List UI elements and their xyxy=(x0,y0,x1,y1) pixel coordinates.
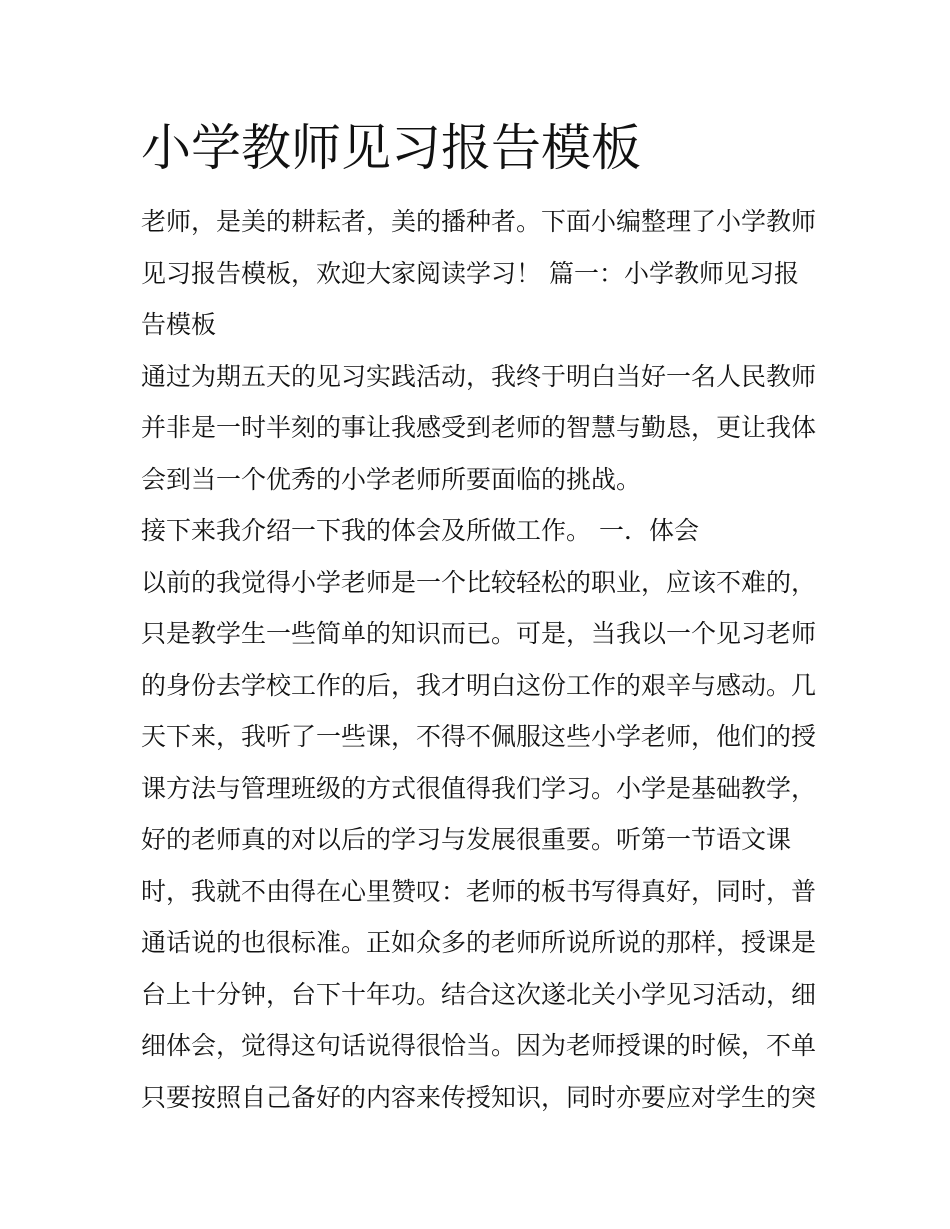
text-line: 接下来我介绍一下我的体会及所做工作。 一．体会 xyxy=(141,516,699,545)
document-body xyxy=(141,196,821,1123)
text-line: 的身份去学校工作的后，我才明白这份工作的艰辛与感动。几 xyxy=(141,670,817,700)
text-line: 会到当一个优秀的小学老师所要面临的挑战。 xyxy=(141,464,642,494)
text-line: 台上十分钟，台下十年功。结合这次遂北关小学见习活动，细 xyxy=(141,979,817,1009)
text-line: 老师，是美的耕耘者，美的播种者。下面小编整理了小学教师 xyxy=(141,207,817,236)
text-line: 并非是一时半刻的事让我感受到老师的智慧与勤恳，更让我体 xyxy=(141,413,817,442)
text-line: 好的老师真的对以后的学习与发展很重要。听第一节语文课 xyxy=(141,825,792,854)
text-line: 时，我就不由得在心里赞叹：老师的板书写得真好，同时，普 xyxy=(141,876,817,906)
text-line: 只是教学生一些简单的知识而已。可是，当我以一个见习老师 xyxy=(141,619,817,648)
text-line: 只要按照自己备好的内容来传授知识，同时亦要应对学生的突 xyxy=(141,1082,817,1112)
text-line: 告模板 xyxy=(141,310,217,339)
text-line: 细体会，觉得这句话说得很恰当。因为老师授课的时候，不单 xyxy=(141,1031,817,1060)
text-line: 课方法与管理班级的方式很值得我们学习。小学是基础教学， xyxy=(141,773,817,803)
text-line: 见习报告模板，欢迎大家阅读学习！ 篇一：小学教师见习报 xyxy=(141,258,799,288)
text-line: 通过为期五天的见习实践活动，我终于明白当好一名人民教师 xyxy=(141,361,817,391)
text-line: 天下来，我听了一些课，不得不佩服这些小学老师，他们的授 xyxy=(141,722,817,751)
text-line: 以前的我觉得小学老师是一个比较轻松的职业，应该不难的， xyxy=(141,567,817,597)
text-line: 通话说的也很标准。正如众多的老师所说所说的那样，授课是 xyxy=(141,928,817,957)
document-title: 小学教师见习报告模板 xyxy=(141,119,641,177)
